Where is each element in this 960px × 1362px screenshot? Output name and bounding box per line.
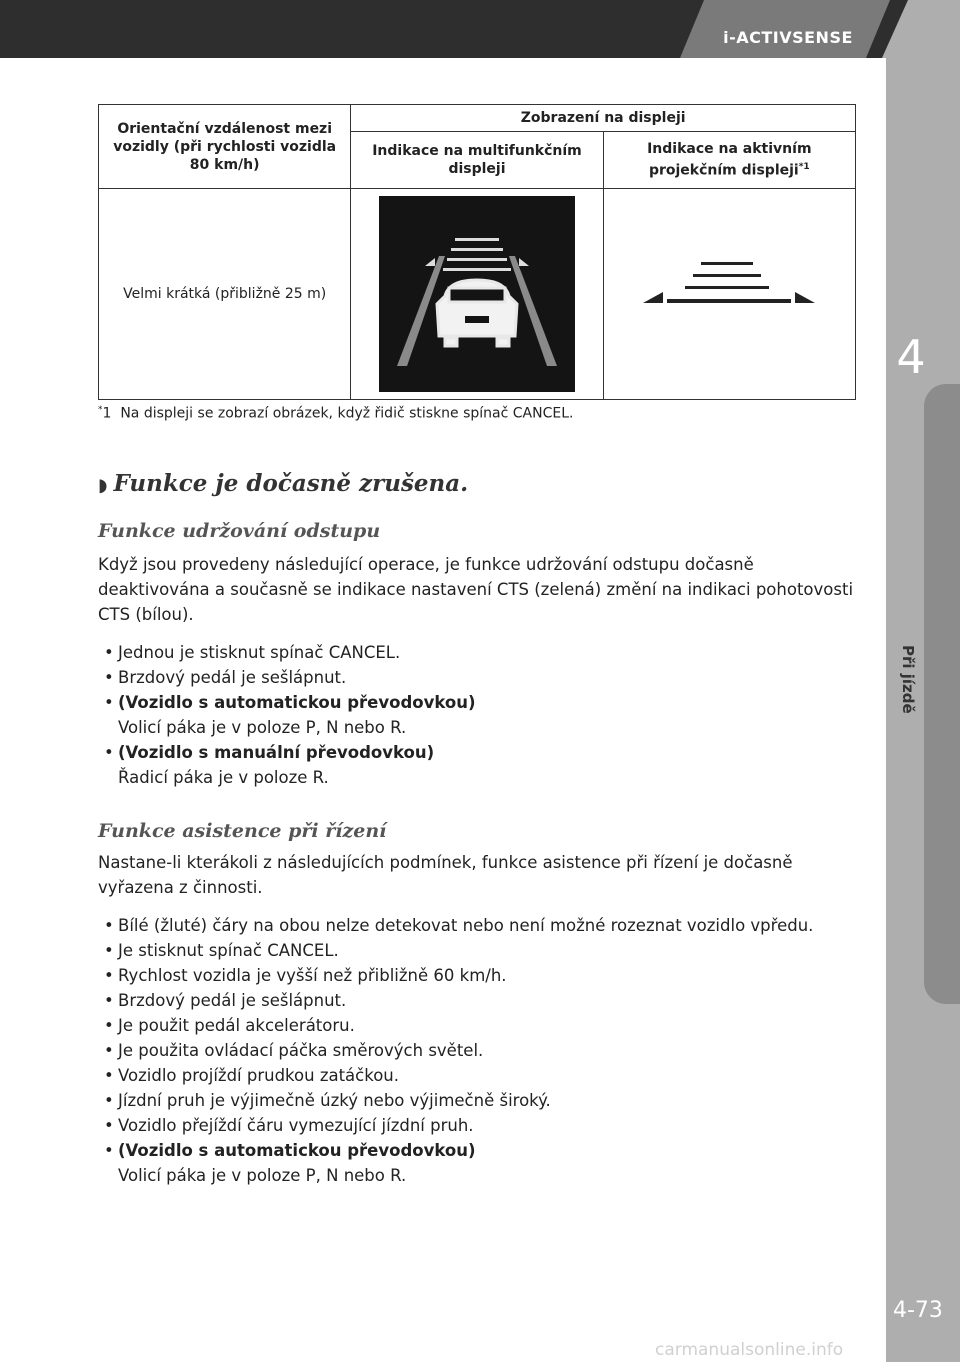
list-item [98,690,878,740]
list-item: • Vozidlo projíždí prudkou zatáčkou. [98,1063,878,1088]
footnote-text: Na displeji se zobrazí obrázek, když řidič stiskne spínač CANCEL. [120,405,574,422]
header-display: Zobrazení na displeji [351,105,856,132]
list-item: • Vozidlo přejíždí čáru vymezující jízdní pruh. [98,1113,878,1138]
list-item-bold: (Vozidlo s manuální převodovkou) [118,743,435,762]
list-item: • Je stisknut spínač CANCEL. [98,938,878,963]
distance-display-table [98,104,856,400]
multifunction-display-image [351,189,603,400]
list-item-bold: (Vozidlo s automatickou převodovkou) [118,693,476,712]
chapter-label: Při jízdě [899,645,917,714]
section-title-text: Funkce je dočasně zrušena. [113,470,469,497]
list-item-text: Řadicí páka je v poloze R. [118,768,329,787]
subsection-para-steering: Nastane-li kterákoli z následujících podmínek, funkce asistence při řízení je dočasně vyřazena z činnosti. [98,853,793,897]
header-title: i-ACTIVSENSE [723,28,853,47]
footnote-number: 1 [102,405,112,422]
section-title [98,470,468,497]
list-item-bold: (Vozidlo s automatickou převodovkou) [118,1141,476,1160]
subsection-title-steering: Funkce asistence při řízení [98,820,387,842]
distance-bars-icon [629,254,829,334]
section-marker-icon: ◗ [98,475,108,496]
list-item: • Je použita ovládací páčka směrových světel. [98,1038,878,1063]
active-driving-display-image [603,189,855,400]
list-item: • Jednou je stisknut spínač CANCEL. [98,640,878,665]
list-item: • Rychlost vozidla je vyšší než přibližně 60 km/h. [98,963,878,988]
list-item: • Je použit pedál akcelerátoru. [98,1013,878,1038]
list-distance-conditions [98,640,878,790]
list-item-text: Volicí páka je v poloze P, N nebo R. [118,1166,407,1185]
subsection-title-distance: Funkce udržování odstupu [98,520,381,542]
list-steering-conditions [98,913,878,1188]
list-item: • Jízdní pruh je výjimečně úzký nebo výjimečně široký. [98,1088,878,1113]
watermark: carmanualsonline.info [655,1340,844,1360]
chapter-number: 4 [896,330,926,384]
subsection-para-distance: Když jsou provedeny následující operace, je funkce udržování odstupu dočasně deaktivována a současně se indikace nastavení CTS (zelená) změní na indikaci pohotovosti CTS (bílou). [98,555,854,624]
table-footnote [98,405,573,422]
list-item: • Brzdový pedál je sešlápnut. [98,665,878,690]
distance-value: Velmi krátká (přibližně 25 m) [99,189,351,400]
list-item [98,1138,878,1188]
header-active-label: Indikace na aktivním projekčním displeji [647,141,812,179]
footnote-mark: * [98,405,103,415]
list-item-text: Volicí páka je v poloze P, N nebo R. [118,718,407,737]
list-item: • Brzdový pedál je sešlápnut. [98,988,878,1013]
header-distance: Orientační vzdálenost mezi vozidly (při rychlosti vozidla 80 km/h) [99,105,351,189]
page-number: 4-73 [893,1298,943,1323]
header-multifunction-display: Indikace na multifunkčním displeji [351,132,603,189]
chapter-tab [924,384,960,1004]
list-item: • Bílé (žluté) čáry na obou nelze detekovat nebo není možné rozeznat vozidlo vpředu. [98,913,878,938]
footnote-ref: *1 [798,162,810,173]
header-active-driving-display [603,132,855,189]
list-item [98,740,878,790]
car-ahead-display-icon [379,196,575,392]
